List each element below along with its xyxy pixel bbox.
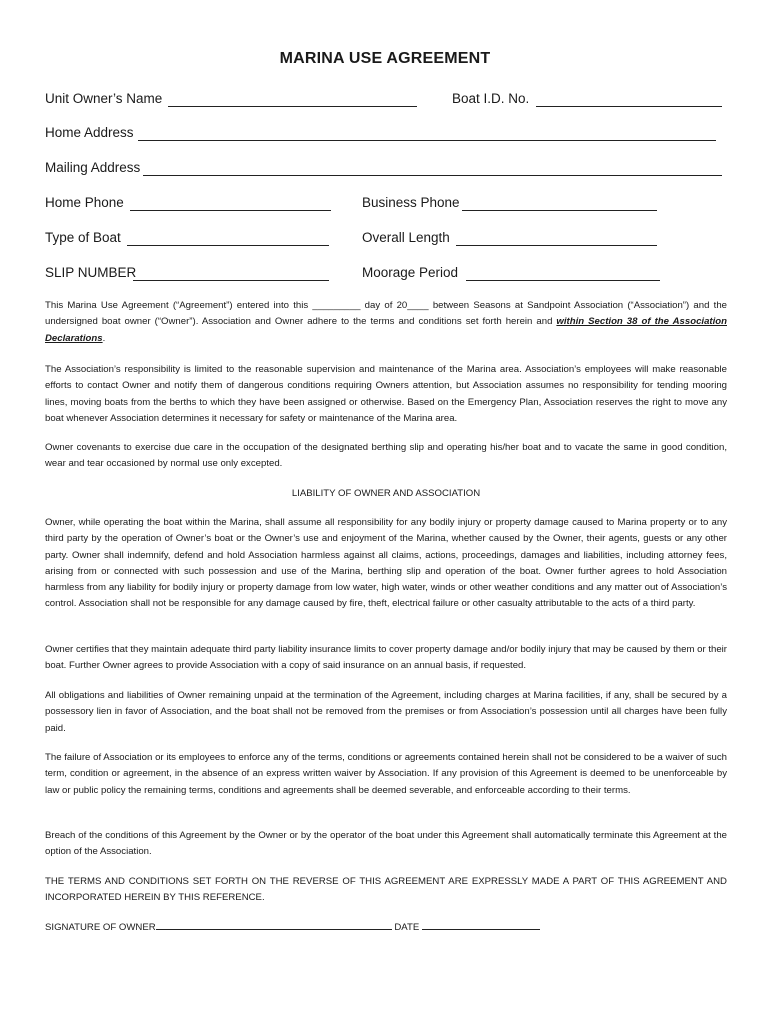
insurance-paragraph: Owner certifies that they maintain adequate third party liability insurance limits to cover property damage and/or bodily injury that may be caused by them or their boat. Further Owner agrees to provide Association with a copy of said insurance on an annual basis, if requested.	[45, 644, 727, 672]
date-label: DATE	[394, 922, 420, 933]
home-phone-field[interactable]	[130, 210, 331, 211]
moorage-period-label: Moorage Period	[362, 265, 459, 280]
moorage-period-field[interactable]	[466, 280, 660, 281]
liability-paragraph: Owner, while operating the boat within the Marina, shall assume all responsibility for any bodily injury or property damage caused to Marina property or to any third party by the operation of Owner’s boat or the Owner’s use and enjoyment of the Marina, whether caused by the Owner, their agents, guests or any other party. Owner shall indemnify, defend and hold Association harmless against all claims, actions, proceedings, damages and liabilities, including attorney fees, arising from or connected with such possession and use of the Marina, berthing slip and operation of the boat. Owner further agrees to hold Association harmless from any liability for bodily injury or property damage from low water, high water, winds or other weather conditions and any matter out of Association’s control. Association shall not be responsible for any damage caused by fire, theft, electrical failure or other casualty attributable to the acts of a third party.	[45, 517, 727, 610]
failure-paragraph: The failure of Association or its employees to enforce any of the terms, conditions or agreements contained herein shall not be considered to be a waiver of such term, condition or agreement, in the absence of an express written waiver by Association. If any provision of this Agreement is deemed to be unenforceable by law or public policy the remaining terms, conditions and agreements shall be deemed severable, and enforceable according to their terms.	[45, 752, 727, 796]
slip-number-label: SLIP NUMBER	[45, 265, 137, 280]
home-phone-label: Home Phone	[45, 195, 124, 210]
unit-owner-name-label: Unit Owner’s Name	[45, 91, 163, 106]
mailing-address-field[interactable]	[143, 175, 722, 176]
boat-id-label: Boat I.D. No.	[452, 91, 530, 106]
signature-owner-field[interactable]	[156, 920, 392, 930]
type-of-boat-label: Type of Boat	[45, 230, 121, 245]
unit-owner-name-field[interactable]	[168, 106, 417, 107]
signature-owner-label: SIGNATURE OF OWNER	[45, 922, 156, 933]
overall-length-label: Overall Length	[362, 230, 450, 245]
page-title: MARINA USE AGREEMENT	[279, 50, 491, 67]
breach-paragraph: Breach of the conditions of this Agreement by the Owner or by the operator of the boat under this Agreement shall automatically terminate this Agreement at the option of the Association.	[45, 830, 727, 858]
type-of-boat-field[interactable]	[127, 245, 329, 246]
intro-text: This Marina Use Agreement (“Agreement”) entered into this _________ day of 20____ between Seasons at Sandpoint Association (“Association”) and the undersigned boat owner (“Owner”). Association and Owner adhere to the terms and conditions set forth herein and	[45, 300, 727, 328]
slip-number-field[interactable]	[133, 280, 329, 281]
liability-heading: LIABILITY OF OWNER AND ASSOCIATION	[291, 488, 481, 499]
date-field[interactable]	[422, 920, 540, 930]
boat-id-field[interactable]	[536, 106, 722, 107]
obligations-paragraph: All obligations and liabilities of Owner remaining unpaid at the termination of the Agreement, including charges at Marina facilities, if any, shall be secured by a possessory lien in favor of Association, and the boat shall not be removed from the premises or from Association’s possession until all charges have been fully paid.	[45, 690, 727, 734]
intro-paragraph	[45, 298, 727, 347]
business-phone-label: Business Phone	[362, 195, 460, 210]
covenants-paragraph: Owner covenants to exercise due care in the occupation of the designated berthing slip and operating his/her boat and to vacate the same in good condition, wear and tear occasioned by normal use only excepted.	[45, 442, 727, 470]
business-phone-field[interactable]	[462, 210, 657, 211]
signature-row	[45, 920, 540, 933]
home-address-field[interactable]	[138, 140, 716, 141]
declarations-reference: within Section 38 of the Association Declarations	[45, 316, 727, 344]
home-address-label: Home Address	[45, 125, 134, 140]
reverse-terms-paragraph: THE TERMS AND CONDITIONS SET FORTH ON THE REVERSE OF THIS AGREEMENT ARE EXPRESSLY MADE A PART OF THIS AGREEMENT AND INCORPORATED HEREIN BY THIS REFERENCE.	[45, 876, 727, 904]
responsibility-paragraph: The Association’s responsibility is limited to the reasonable supervision and maintenance of the Marina area. Association’s employees will make reasonable efforts to contact Owner and notify them of dangerous conditions requiring Owners attention, but Association assumes no responsibility for tending mooring lines, moving boats from the berths to which they have been assigned or otherwise. Based on the Emergency Plan, Association reserves the right to move any boat whenever Association determines it necessary for safety or maintenance of the Marina area.	[45, 364, 727, 424]
intro-end: .	[102, 332, 106, 344]
mailing-address-label: Mailing Address	[45, 160, 141, 175]
overall-length-field[interactable]	[456, 245, 657, 246]
